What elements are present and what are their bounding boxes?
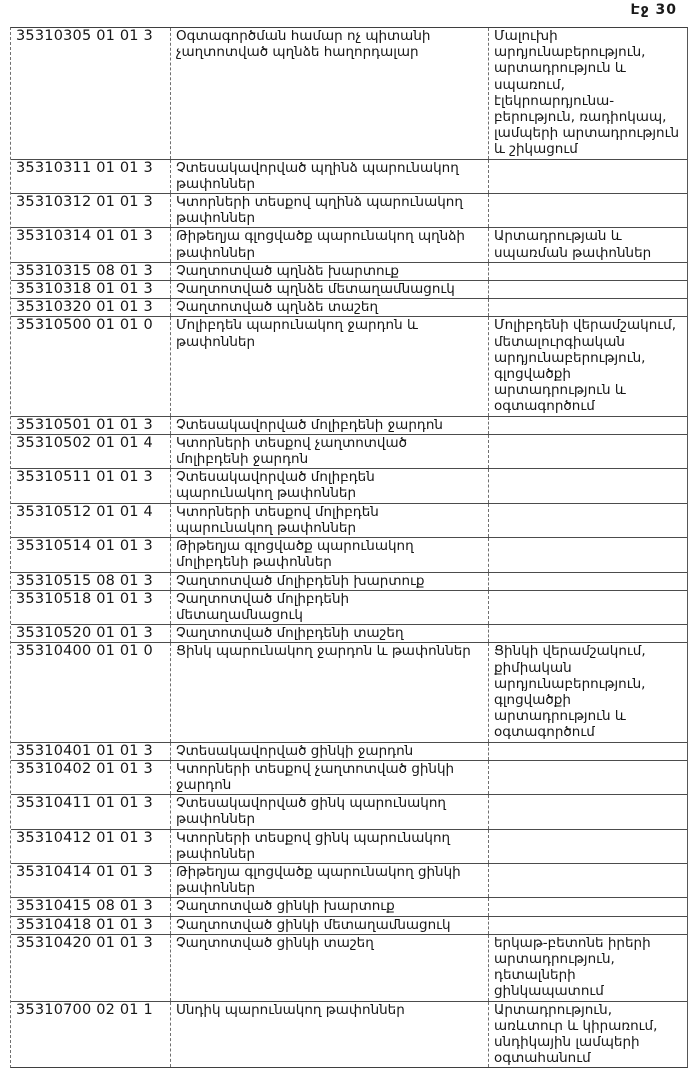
waste-description-cell: Կտորների տեսքով մոլիբդեն պարունակող թափոններ: [171, 504, 489, 537]
waste-code-cell: 35310318 01 01 3: [11, 281, 171, 298]
table-row: [11, 625, 687, 643]
waste-code-cell: 35310315 08 01 3: [11, 263, 171, 280]
waste-code-cell: 35310305 01 01 3: [11, 28, 171, 159]
waste-description-cell: Չաղտոտված ցինկի մետաղամնացուկ: [171, 917, 489, 934]
table-row: [11, 263, 687, 281]
waste-code-cell: 35310314 01 01 3: [11, 228, 171, 261]
waste-description-cell: Չտեսակավորված ցինկ պարունակող թափոններ: [171, 795, 489, 828]
table-row: [11, 435, 687, 469]
table-row: [11, 864, 687, 898]
page-number: Էջ 30: [630, 2, 677, 18]
waste-source-cell: [489, 898, 687, 915]
waste-code-cell: 35310412 01 01 3: [11, 830, 171, 863]
table-row: [11, 1002, 687, 1068]
table-row: [11, 538, 687, 572]
waste-description-cell: Սնդիկ պարունակող թափոններ: [171, 1002, 489, 1068]
waste-description-cell: Չաղտոտված մոլիբդենի տաշեղ: [171, 625, 489, 642]
table-row: [11, 317, 687, 416]
table-row: [11, 417, 687, 435]
waste-description-cell: Կտորների տեսքով չաղտոտված ցինկի ջարդոն: [171, 761, 489, 794]
waste-code-cell: 35310420 01 01 3: [11, 935, 171, 1001]
waste-source-cell: [489, 504, 687, 537]
table-row: [11, 504, 687, 538]
waste-source-cell: [489, 795, 687, 828]
table-row: [11, 795, 687, 829]
waste-classification-table: [10, 27, 688, 1068]
table-row: [11, 469, 687, 503]
waste-description-cell: Չտեսակավորված պղինձ պարունակող թափոններ: [171, 160, 489, 193]
table-row: [11, 898, 687, 916]
waste-code-cell: 35310401 01 01 3: [11, 743, 171, 760]
waste-code-cell: 35310415 08 01 3: [11, 898, 171, 915]
waste-source-cell: Մալուխի արդյունաբերություն, արտադրություն և սպառում, էլեկրոարդյունա-բերություն, ռադիոկապ, լամպերի արտադրություն և շիկացում: [494, 28, 680, 158]
waste-source-cell: [489, 281, 687, 298]
table-row: [11, 573, 687, 591]
waste-description-cell: Թիթեղյա գլոցվածք պարունակող մոլիբդենի թափոններ: [171, 538, 489, 571]
waste-description-cell: Չտեսակավորված մոլիբդեն պարունակող թափոններ: [171, 469, 489, 502]
waste-description-cell: Չաղտոտված մոլիբդենի մետաղամնացուկ: [171, 591, 489, 624]
waste-code-cell: 35310500 01 01 0: [11, 317, 171, 415]
table-row: [11, 935, 687, 1002]
table-row: [11, 591, 687, 625]
waste-code-cell: 35310312 01 01 3: [11, 194, 171, 227]
waste-description-cell: Կտորների տեսքով ցինկ պարունակող թափոններ: [171, 830, 489, 863]
table-row: [11, 281, 687, 299]
table-row: [11, 761, 687, 795]
waste-description-cell: Չաղտոտված պղնձե մետաղամնացուկ: [171, 281, 489, 298]
waste-code-cell: 35310411 01 01 3: [11, 795, 171, 828]
waste-code-cell: 35310414 01 01 3: [11, 864, 171, 897]
waste-code-cell: 35310320 01 01 3: [11, 299, 171, 316]
waste-description-cell: Չաղտոտված ցինկի տաշեղ: [171, 935, 489, 1001]
waste-source-cell: [489, 917, 687, 934]
waste-code-cell: 35310700 02 01 1: [11, 1002, 171, 1068]
waste-description-cell: Ցինկ պարունակող ջարդոն և թափոններ: [171, 643, 489, 741]
waste-description-cell: Օգտագործման համար ոչ պիտանի չաղտոտված պղնձե հաղորդալար: [171, 28, 489, 159]
waste-source-cell: [489, 160, 687, 193]
waste-source-cell: երկաթ-բետոնե իրերի արտադրություն, դետալների ցինկապատում: [494, 934, 651, 1000]
waste-code-cell: 35310512 01 01 4: [11, 504, 171, 537]
waste-source-cell: [489, 864, 687, 897]
waste-description-cell: Չաղտոտված ցինկի խարտուք: [171, 898, 489, 915]
waste-description-cell: Չաղտոտված պղնձե տաշեղ: [171, 299, 489, 316]
table-row: [11, 228, 687, 262]
table-row: [11, 299, 687, 317]
waste-description-cell: Չաղտոտված մոլիբդենի խարտուք: [171, 573, 489, 590]
waste-code-cell: 35310514 01 01 3: [11, 538, 171, 571]
waste-source-cell: [489, 830, 687, 863]
waste-description-cell: Մոլիբդեն պարունակող ջարդոն և թափոններ: [171, 317, 489, 415]
waste-source-cell: [489, 538, 687, 571]
table-row: [11, 28, 687, 160]
waste-description-cell: Կտորների տեսքով պղինձ պարունակող թափոններ: [171, 194, 489, 227]
waste-code-cell: 35310501 01 01 3: [11, 417, 171, 434]
table-row: [11, 160, 687, 194]
waste-description-cell: Չտեսակավորված ցինկի ջարդոն: [171, 743, 489, 760]
waste-source-cell: [489, 469, 687, 502]
waste-code-cell: 35310515 08 01 3: [11, 573, 171, 590]
waste-source-cell: [489, 591, 687, 624]
waste-source-cell: [489, 194, 687, 227]
waste-source-cell: [489, 573, 687, 590]
waste-code-cell: 35310418 01 01 3: [11, 917, 171, 934]
waste-description-cell: Չտեսակավորված մոլիբդենի ջարդոն: [171, 417, 489, 434]
table-row: [11, 917, 687, 935]
waste-source-cell: [489, 743, 687, 760]
waste-description-cell: Թիթեղյա գլոցվածք պարունակող պղնձի թափոններ: [171, 228, 489, 261]
waste-source-cell: Արտադրության և սպառման թափոններ: [494, 228, 652, 261]
waste-code-cell: 35310402 01 01 3: [11, 761, 171, 794]
waste-source-cell: Մոլիբդենի վերամշակում, մետալուրգիական արդյունաբերություն, գլոցվածքի արտադրություն և օգտագործում: [494, 317, 677, 415]
waste-source-cell: Ցինկի վերամշակում, քիմիական արդյունաբերություն, գլոցվածքի արտադրություն և օգտագործում: [494, 643, 646, 741]
waste-code-cell: 35310520 01 01 3: [11, 625, 171, 642]
waste-code-cell: 35310400 01 01 0: [11, 643, 171, 741]
waste-source-cell: [489, 435, 687, 468]
waste-code-cell: 35310511 01 01 3: [11, 469, 171, 502]
waste-source-cell: [489, 263, 687, 280]
waste-source-cell: [489, 625, 687, 642]
waste-description-cell: Թիթեղյա գլոցվածք պարունակող ցինկի թափոններ: [171, 864, 489, 897]
waste-description-cell: Չաղտոտված պղնձե խարտուք: [171, 263, 489, 280]
waste-code-cell: 35310311 01 01 3: [11, 160, 171, 193]
waste-source-cell: Արտադրություն, առևտուր և կիրառում, սնդիկային լամպերի օգտահանում: [494, 1001, 658, 1067]
waste-code-cell: 35310502 01 01 4: [11, 435, 171, 468]
waste-source-cell: [489, 417, 687, 434]
table-row: [11, 743, 687, 761]
table-row: [11, 643, 687, 742]
waste-description-cell: Կտորների տեսքով չաղտոտված մոլիբդենի ջարդոն: [171, 435, 489, 468]
waste-source-cell: [489, 299, 687, 316]
table-row: [11, 194, 687, 228]
waste-source-cell: [489, 761, 687, 794]
table-row: [11, 830, 687, 864]
waste-code-cell: 35310518 01 01 3: [11, 591, 171, 624]
